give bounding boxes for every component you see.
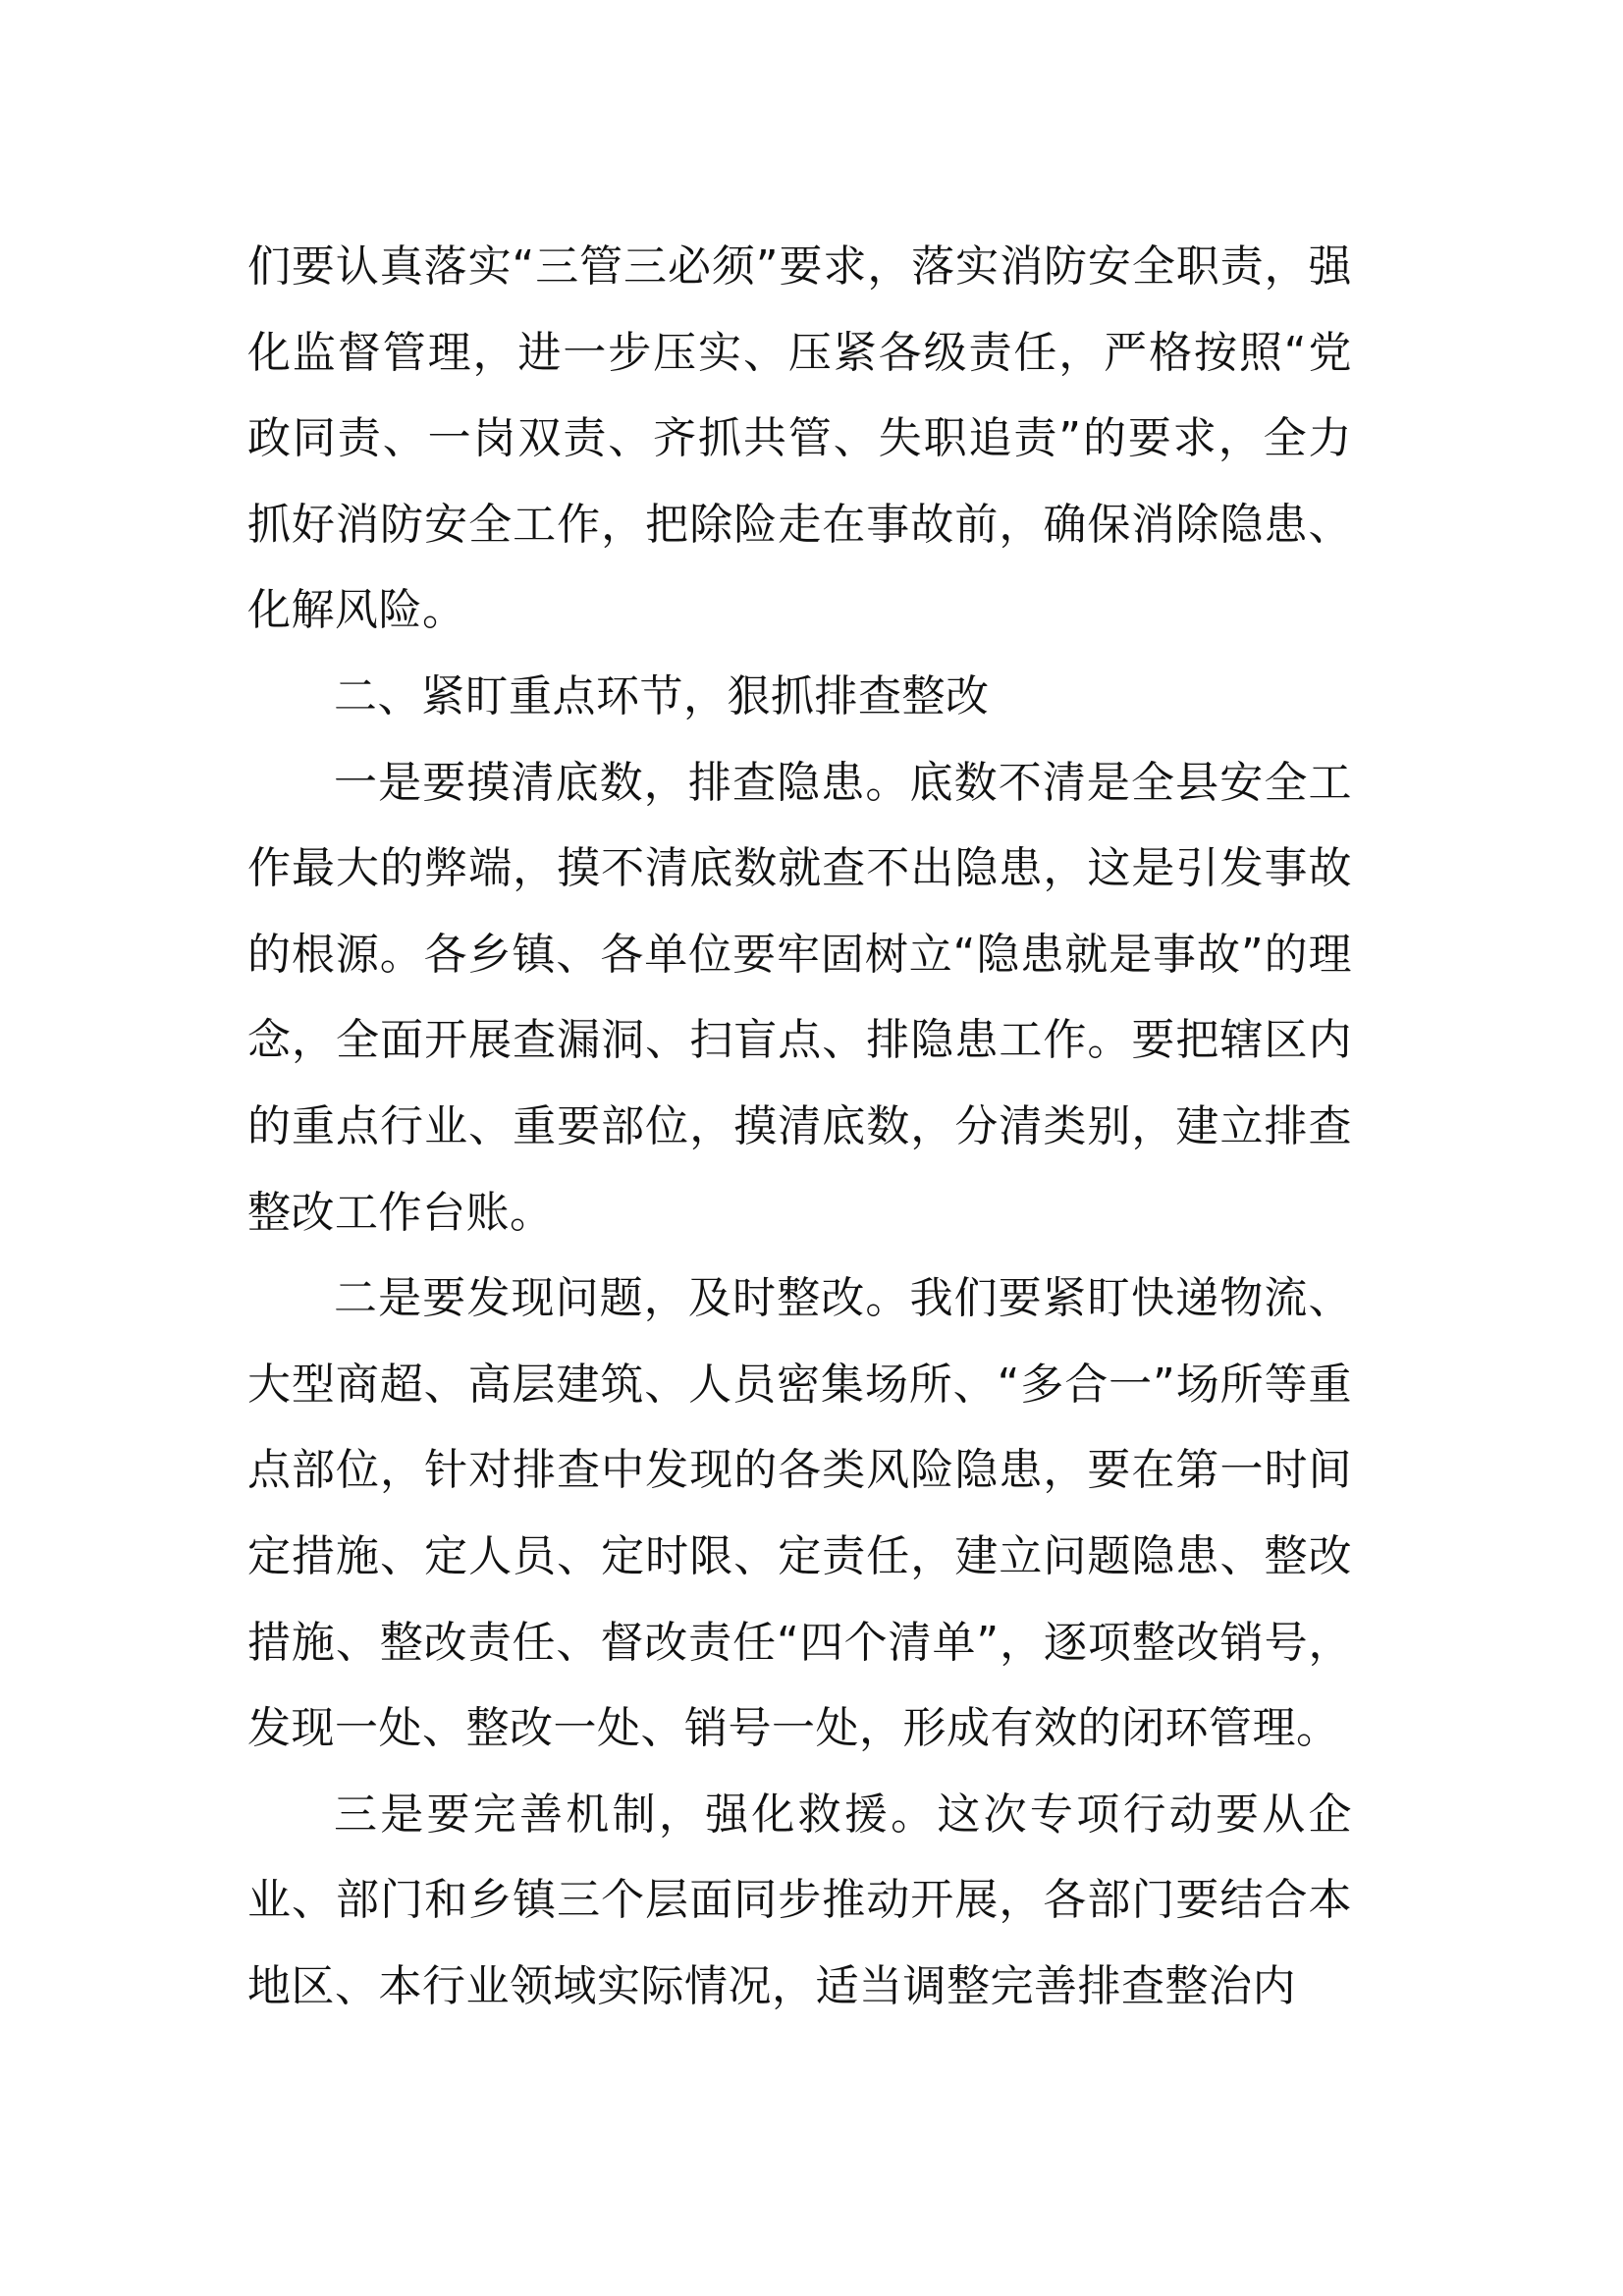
document-body (247, 224, 1352, 2029)
paragraph-improve-mechanism: 三是要完善机制，强化救援。这次专项行动要从企业、部门和乡镇三个层面同步推动开展，各部门要结合本地区、本行业领域实际情况，适当调整完善排查整治内 (247, 1789, 1352, 2011)
paragraph-investigate-hazards: 一是要摸清底数，排查隐患。底数不清是全县安全工作最大的弊端，摸不清底数就查不出隐患，这是引发事故的根源。各乡镇、各单位要牢固树立“隐患就是事故”的理念，全面开展查漏洞、扫盲点、排隐患工作。要把辖区内的重点行业、重要部位，摸清底数，分清类别，建立排查整改工作台账。 (247, 757, 1352, 1238)
section-heading-2: 二、紧盯重点环节，狠抓排查整改 (334, 670, 990, 721)
paragraph-responsibility: 们要认真落实“三管三必须”要求，落实消防安全职责，强化监督管理，进一步压实、压紧各级责任，严格按照“党政同责、一岗双责、齐抓共管、失职追责”的要求，全力抓好消防安全工作，把除险走在事故前，确保消除隐患、化解风险。 (247, 241, 1352, 636)
paragraph-rectify-problems: 二是要发现问题，及时整改。我们要紧盯快递物流、大型商超、高层建筑、人员密集场所、“多合一”场所等重点部位，针对排查中发现的各类风险隐患，要在第一时间定措施、定人员、定时限、定责任，建立问题隐患、整改措施、整改责任、督改责任“四个清单”，逐项整改销号，发现一处、整改一处、销号一处，形成有效的闭环管理。 (247, 1273, 1352, 1754)
